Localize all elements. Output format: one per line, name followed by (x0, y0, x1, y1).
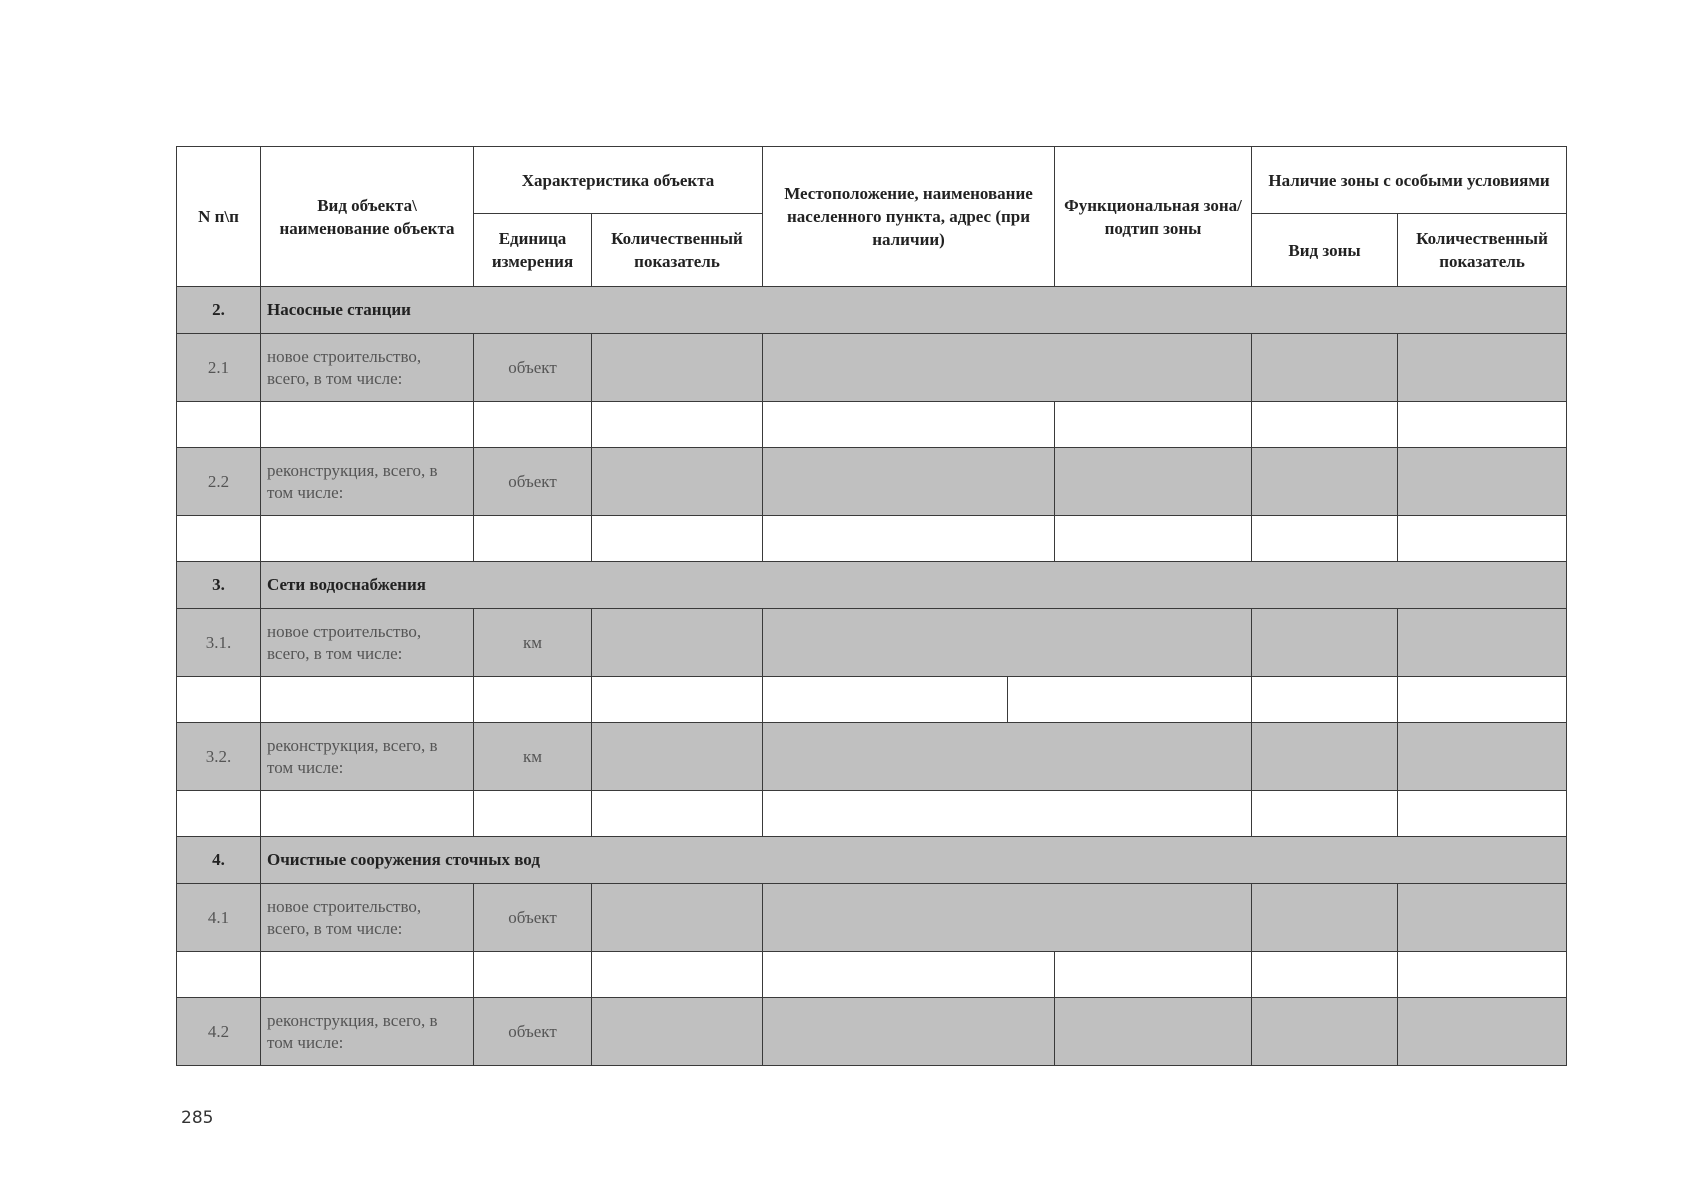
row-zone-quantity (1398, 334, 1567, 402)
row-number: 4.1 (177, 884, 261, 952)
row-zone (1055, 998, 1252, 1066)
section-row (177, 287, 1567, 334)
section-number: 2. (177, 287, 261, 334)
row-location-zone (763, 609, 1252, 677)
table-row-empty (177, 677, 1567, 723)
row-zone-quantity (1398, 998, 1567, 1066)
row-unit: объект (474, 334, 592, 402)
table-row (177, 609, 1567, 677)
row-unit: объект (474, 448, 592, 516)
header-zone-quantity: Количественный показатель (1398, 214, 1567, 287)
row-location (763, 448, 1055, 516)
row-zone-type (1252, 448, 1398, 516)
section-row (177, 562, 1567, 609)
row-unit: объект (474, 884, 592, 952)
row-zone-quantity (1398, 609, 1567, 677)
row-location-zone (763, 723, 1252, 791)
row-quantity (592, 334, 763, 402)
row-unit: объект (474, 998, 592, 1066)
table-row (177, 723, 1567, 791)
row-location (763, 998, 1055, 1066)
row-description: новое строительство, всего, в том числе: (261, 884, 474, 952)
table-row-empty (177, 516, 1567, 562)
row-number: 2.2 (177, 448, 261, 516)
header-zone: Функциональная зона/ подтип зоны (1055, 147, 1252, 287)
row-quantity (592, 448, 763, 516)
object-table (176, 146, 1567, 1066)
table-row (177, 334, 1567, 402)
table-row-empty (177, 952, 1567, 998)
section-row (177, 837, 1567, 884)
row-zone-type (1252, 609, 1398, 677)
row-zone (1055, 448, 1252, 516)
table-row-empty (177, 791, 1567, 837)
header-characteristic: Характеристика объекта (474, 147, 763, 214)
header-quantity: Количественный показатель (592, 214, 763, 287)
row-quantity (592, 609, 763, 677)
section-number: 4. (177, 837, 261, 884)
row-quantity (592, 723, 763, 791)
row-unit: км (474, 723, 592, 791)
header-zone-type: Вид зоны (1252, 214, 1398, 287)
header-object-type: Вид объекта\ наименование объекта (261, 147, 474, 287)
row-zone-type (1252, 884, 1398, 952)
page-number: 285 (181, 1108, 214, 1128)
row-description: реконструкция, всего, в том числе: (261, 998, 474, 1066)
section-title: Насосные станции (261, 287, 1567, 334)
row-zone-quantity (1398, 448, 1567, 516)
row-description: реконструкция, всего, в том числе: (261, 723, 474, 791)
row-number: 4.2 (177, 998, 261, 1066)
row-zone-quantity (1398, 884, 1567, 952)
row-location-zone (763, 334, 1252, 402)
row-quantity (592, 884, 763, 952)
header-location: Местоположение, наименование населенного пункта, адрес (при наличии) (763, 147, 1055, 287)
row-quantity (592, 998, 763, 1066)
section-number: 3. (177, 562, 261, 609)
section-title: Сети водоснабжения (261, 562, 1567, 609)
table-row (177, 448, 1567, 516)
row-number: 2.1 (177, 334, 261, 402)
header-unit: Единица измерения (474, 214, 592, 287)
table-row (177, 884, 1567, 952)
row-zone-type (1252, 334, 1398, 402)
header-special-zone: Наличие зоны с особыми условиями (1252, 147, 1567, 214)
row-description: реконструкция, всего, в том числе: (261, 448, 474, 516)
row-number: 3.2. (177, 723, 261, 791)
row-description: новое строительство, всего, в том числе: (261, 609, 474, 677)
row-number: 3.1. (177, 609, 261, 677)
row-zone-type (1252, 723, 1398, 791)
header-num: N п\п (177, 147, 261, 287)
section-title: Очистные сооружения сточных вод (261, 837, 1567, 884)
table-row-empty (177, 402, 1567, 448)
row-description: новое строительство, всего, в том числе: (261, 334, 474, 402)
row-unit: км (474, 609, 592, 677)
table-row (177, 998, 1567, 1066)
row-zone-type (1252, 998, 1398, 1066)
row-location-zone (763, 884, 1252, 952)
row-zone-quantity (1398, 723, 1567, 791)
